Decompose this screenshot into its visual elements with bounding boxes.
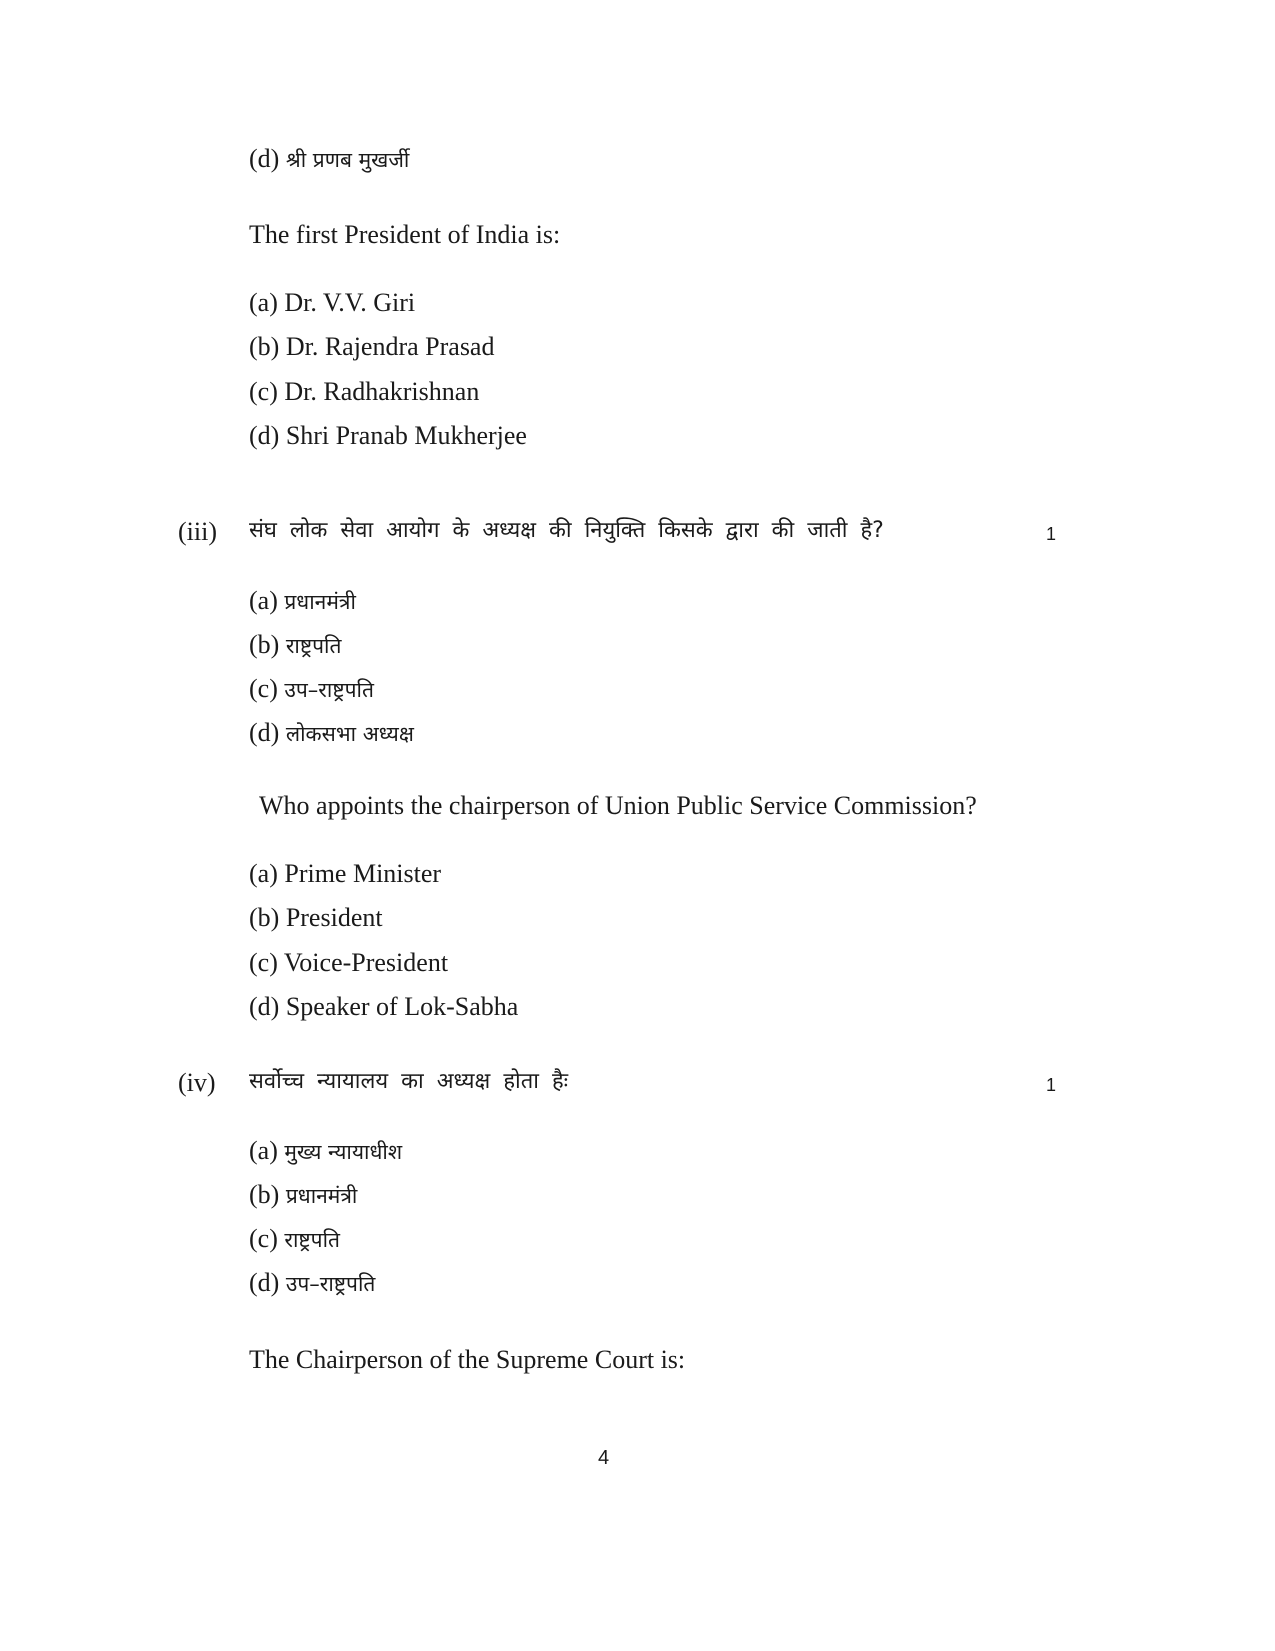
q4-hindi-option-b: (b) प्रधानमंत्री	[249, 1180, 358, 1209]
q3-english-option-d: (d) Speaker of Lok-Sabha	[249, 992, 519, 1021]
q3-hindi-option-d: (d) लोकसभा अध्यक्ष	[249, 718, 414, 747]
q3-hindi-stem: संघ लोक सेवा आयोग के अध्यक्ष की नियुक्ति किसके द्वारा की जाती है?	[249, 518, 884, 543]
q4-hindi-option-c: (c) राष्ट्रपति	[249, 1224, 340, 1253]
q4-marks: 1	[1046, 1075, 1057, 1095]
prev-english-option-d: (d) Shri Pranab Mukherjee	[249, 421, 527, 450]
prev-english-option-b: (b) Dr. Rajendra Prasad	[249, 332, 495, 361]
page-number: 4	[598, 1447, 610, 1469]
q4-english-stem: The Chairperson of the Supreme Court is:	[249, 1345, 686, 1374]
q3-english-option-a: (a) Prime Minister	[249, 859, 442, 888]
q4-hindi-stem: सर्वोच्च न्यायालय का अध्यक्ष होता हैः	[249, 1069, 569, 1094]
q3-hindi-option-a: (a) प्रधानमंत्री	[249, 586, 356, 615]
q3-english-stem: Who appoints the chairperson of Union Public Service Commission?	[259, 791, 977, 820]
q3-english-option-c: (c) Voice-President	[249, 948, 449, 977]
prev-english-stem: The first President of India is:	[249, 220, 561, 249]
q3-english-option-b: (b) President	[249, 903, 383, 932]
q4-hindi-option-d: (d) उप–राष्ट्रपति	[249, 1268, 376, 1297]
q4-number: (iv)	[178, 1068, 216, 1097]
prev-english-option-a: (a) Dr. V.V. Giri	[249, 288, 416, 317]
q3-marks: 1	[1046, 524, 1057, 544]
prev-english-option-c: (c) Dr. Radhakrishnan	[249, 377, 480, 406]
prev-hindi-option-d: (d) श्री प्रणब मुखर्जी	[249, 144, 410, 173]
q3-number: (iii)	[178, 517, 217, 546]
q3-hindi-option-b: (b) राष्ट्रपति	[249, 630, 342, 659]
q3-hindi-option-c: (c) उप–राष्ट्रपति	[249, 674, 374, 703]
q4-hindi-option-a: (a) मुख्य न्यायाधीश	[249, 1136, 403, 1165]
